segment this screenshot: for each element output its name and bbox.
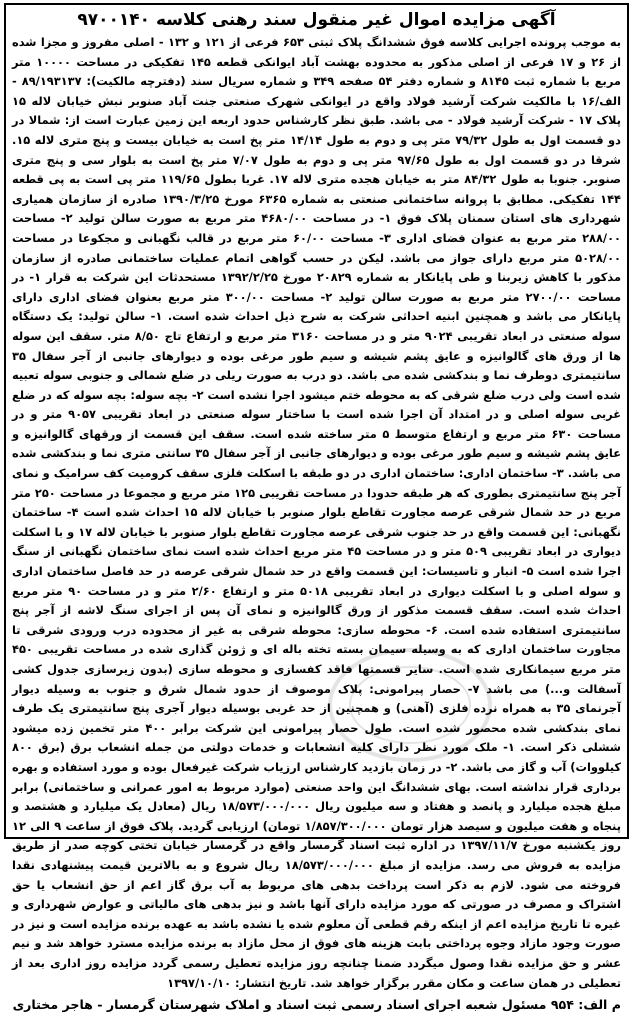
auction-notice <box>4 3 629 1013</box>
notice-body: به موجب پرونده اجرایی کلاسه فوق ششدانگ پلاک ثبتی ۶۵۳ فرعی از ۱۲۱ و ۱۳۲ - اصلی مفروز و مجزا شده از ۲۶ و ۱۷ فرعی از اصلی مذکور به محدوده بهشت آباد ایوانکی قطعه ۱۴۵ تفکیکی در مساحت ۱۰۰۰۰ متر مربع با شماره ثبت ۸۱۴۵ و شماره دفتر ۵۴ صفحه ۳۴۹ و شماره سریال سند (دفترچه مالکیت): ۸۹/۱۹۳۱۳۷ - الف/۱۶ با مالکیت شرکت آرشید فولاد واقع در ایوانکی شهرک صنعتی جنت آباد صنوبر نبش خیابان لاله ۱۵ پلاک ۱۷ - شرکت آرشید فولاد - می باشد. طبق نظر کارشناس حدود اربعه این زمین عبارت است از: شمالا در دو قسمت اول به طول ۷۹/۳۲ متر پی و دوم به طول ۱۴/۱۴ متر پخ است به خیابان بیست و پنج متری لاله ۱۵. شرقا در دو قسمت اول به طول ۹۷/۶۵ متر پی و دوم به طول ۷/۰۷ متر پخ است به بلوار سی و پنج متری صنوبر. جنوبا به طول ۸۴/۳۲ متر به خیابان هجده متری لاله ۱۷. غربا بطول ۱۱۹/۶۵ متر پی است به پی قطعه ۱۴۴ تفکیکی. مطابق با پروانه ساختمانی صنعتی به شماره ۶۳۶۵ مورخ ۱۳۹۰/۳/۲۵ صادره از سازمان همیاری شهرداری های استان سمنان پلاک فوق ۱- در مساحت ۴۶۸۰/۰۰ متر مربع به صورت سالن تولید ۲- مساحت ۲۸۸/۰۰ متر مربع به عنوان فضای اداری ۳- مساحت ۶۰/۰۰ متر مربع در قالب نگهبانی و مجکوعا در مساحت ۵۰۲۸/۰۰ متر مربع دارای جواز می باشد. لیکن در حسب گواهی اتمام عملیات ساختمانی صادره از سازمان مذکور با کاهش زیربنا و طی پایانکار به شماره ۲۰۸۲۹ مورخ ۱۳۹۲/۲/۲۵ مستحدثات این شرکت به قرار ۱- در مساحت ۲۷۰۰/۰۰ متر مربع به صورت سالن تولید ۲- مساحت ۳۰۰/۰۰ متر مربع بعنوان فضای اداری دارای پایانکار می باشد و همچنین ابنیه احداثی شرکت به شرح ذیل احداث شده است. ۱- سالن تولید: یک دستگاه سوله صنعتی در ابعاد تقریبی ۹۰۲۴ متر و در مساحت ۳۱۶۰ متر مربع و ارتفاع تاج ۸/۵۰ متر. سقف این سوله ها از ورق های گالوانیزه و عایق پشم شیشه و سیم طور مرغی بوده و دیوارهای جانبی از آجر سفال ۳۵ سانتیمتری دوطرف نما و بندکشی شده می باشد. دو درب به صورت ریلی در ضلع شمالی و جنوبی سوله تعبیه شده است ولی درب ضلع شرقی که به محوطه ختم میشود اجرا نشده است ۲- بچه سوله: بچه سوله که در ضلع غربی سوله اصلی و در امتداد آن اجرا شده است با ساختار سوله صنعتی در ابعاد تقریبی ۹۰۵۷ متر و در مساحت ۶۳۰ متر مربع و ارتفاع متوسط ۵ متر ساخته شده است. سقف این قسمت از ورقهای گالوانیزه و عایق پشم شیشه و سیم طور مرغی بوده و دیوارهای جانبی از آجر سفال ۳۵ سانتی متری نما و بندکشی شده می باشد. ۳- ساختمان اداری: ساختمان اداری در دو طبقه با اسکلت فلزی سقف کرومیت کف سرامیک و نمای آجر پنج سانتیمتری بطوری که هر طبقه حدودا در مساحت تقریبی ۱۲۵ متر مربع و مجموعا در مساحت ۲۵۰ متر مربع در حد شمال شرقی عرصه مجاورت تقاطع بلوار صنوبر با خیابان لاله ۱۵ احداث شده است ۴- ساختمان نگهبانی: این قسمت واقع در حد جنوب شرقی عرصه مجاورت تقاطع بلوار صنوبر با خیابان لاله ۱۷ و با اسکلت دیواری در ابعاد تقریبی ۵۰۹ متر و در مساحت ۴۵ متر مربع احداث شده است نمای ساختمان نگهبانی از سنگ اجرا شده است ۵- انبار و تاسیسات: این قسمت واقع در حد شمال شرقی عرصه در حد فاصل ساختمان اداری و سوله اصلی و با اسکلت دیواری در ابعاد تقریبی ۵۰۱۸ متر و ارتفاع ۲/۶۰ متر و در مساحت ۹۰ متر مربع احداث شده است. سقف قسمت مذکور از ورق گالوانیزه و نمای آن پس از اجرای سنگ لاشه از آجر پنج سانتیمتری استفاده شده است. ۶- محوطه سازی: محوطه شرقی به غیر از محدوده درب ورودی شرقی تا مجاورت ساختمان اداری که به وسیله سیمان بسته تخته باله ای و ژوئن گذاری شده در مساحت تقریبی ۴۵۰ متر مربع سیمانکاری شده است. سایر قسمتها فاقد کفسازی و محوطه سازی (بدون زیرسازی جدول کشی آسفالت و...) می باشد ۷- حصار پیرامونی: پلاک موصوف از حدود شمال شرق و جنوب به وسیله دیوار آجرنمای ۳۵ به همراه نرده فلزی (آهنی) و همچنین از حد غربی بوسیله دیوار آجری پنج سانتیمتری یک طرف نمای بندکشی شده محصور شده است. طول حصار پیرامونی این شرکت برابر ۴۰۰ متر تخمین زده میشود ششلی ذکر است. ۱- ملک مورد نظر دارای کلیه انشعابات و خدمات دولتی من جمله انشعاب برق (برق ۸۰۰ کیلووات) آب و گاز می باشد. ۲- در زمان بازدید کارشناس ارزیاب شرکت غیرفعال بوده و مورد استفاده و بهره برداری قرار نداشته است. بهای ششدانگ این واحد صنعتی (موارد مربوط به امور عمرانی و ساختمانی) برابر مبلغ هجده میلیارد و پانصد و هفتاد و سه میلیون ریال ۱۸/۵۷۳/۰۰۰/۰۰۰ ریال (معادل یک میلیارد و هشتصد و پنجاه و هفت میلیون و سیصد هزار تومان ۱/۸۵۷/۳۰۰/۰۰۰ تومان) ارزیابی گردید. پلاک فوق از ساعت ۹ الی ۱۲ روز یکشنبه مورخ ۱۳۹۷/۱۱/۷ در اداره ثبت اسناد گرمسار واقع در گرمسار خیابان تختی کوچه صدر از طریق مزایده به فروش می رسد. مزایده از مبلغ ۱۸/۵۷۳/۰۰۰/۰۰۰ ریال شروع و به بالاترین قیمت پیشنهادی نقدا فروخته می شود. لازم به ذکر است پرداخت بدهی های مربوط به آب برق گاز اعم از حق انشعاب یا حق اشتراک و مصرف در صورتی که مورد مزایده دارای آنها باشد و نیز بدهی های مالیاتی و عوارض شهرداری و غیره تا تاریخ مزایده اعم از اینکه رقم قطعی آن معلوم شده یا نشده باشد به عهده برنده مزایده است و نیز در صورت وجود مازاد وجوه پرداختی بابت هزینه های فوق از محل مازاد به برنده مزایده مسترد خواهد شد و نیم عشر و حق مزایده نقدا وصول میگردد ضمنا چنانچه روز مزایده تعطیل رسمی گردد مزایده روز اداری بعد از تعطیلی در همان ساعت و مکان مقرر برگزار خواهد شد. تاریخ انتشار: ۱۳۹۷/۱۰/۱۰ <box>12 35 622 990</box>
notice-footer: م الف: ۹۵۴ مسئول شعبه اجرای اسناد رسمی ثبت اسناد و املاک شهرستان گرمسار - هاجر مختاری <box>12 997 621 1013</box>
notice-title: آگهی مزایده اموال غیر منقول سند رهنی کلاسه ۹۷۰۰۱۴۰ <box>77 10 556 30</box>
